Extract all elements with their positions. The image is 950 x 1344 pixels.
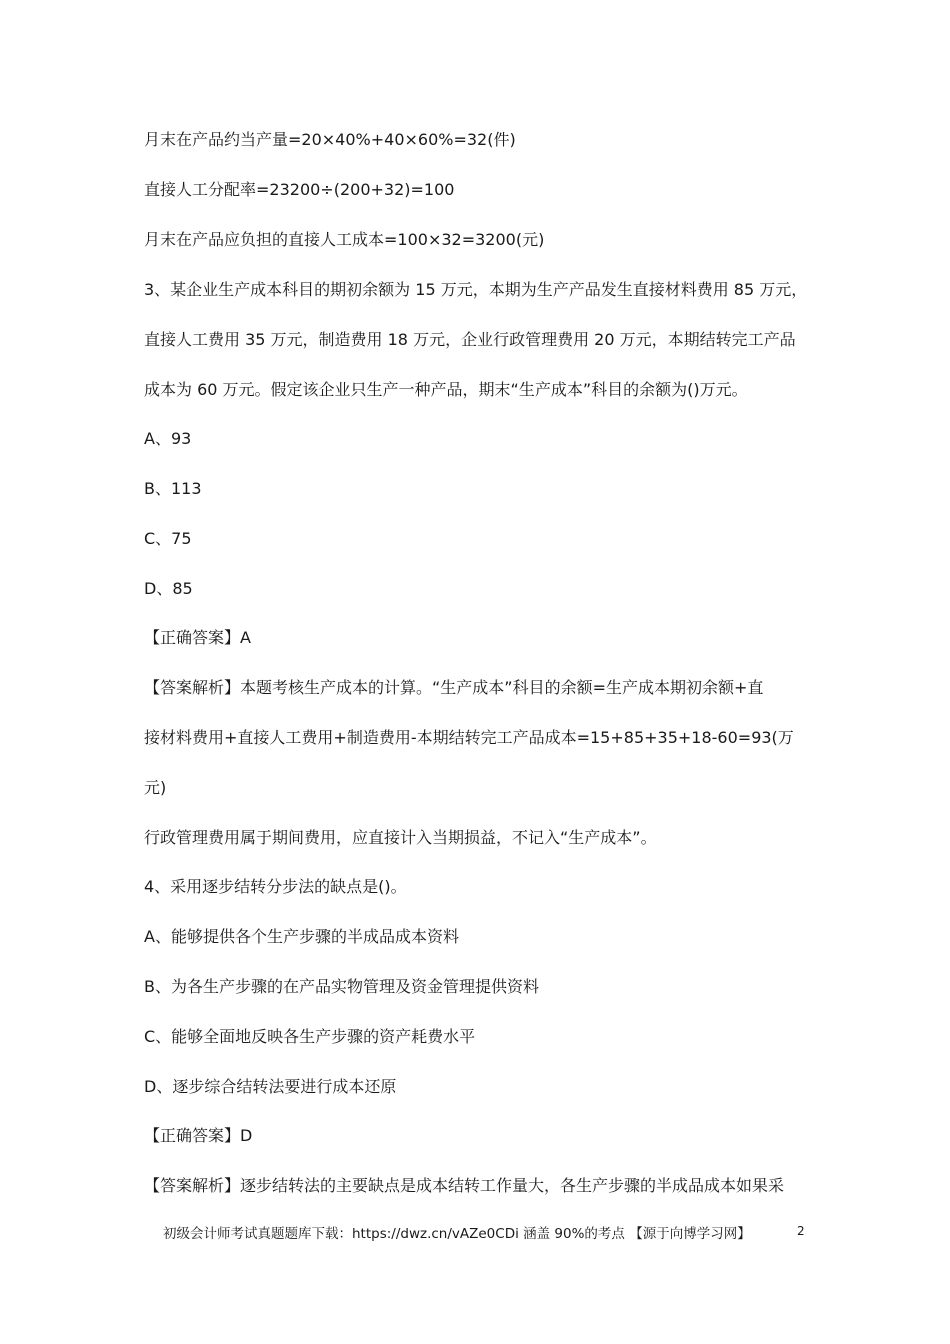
question-3-text: 成本为 60 万元。假定该企业只生产一种产品，期末“生产成本”科目的余额为()万元。: [144, 380, 748, 399]
option-d: D、逐步综合结转法要进行成本还原: [144, 1077, 397, 1096]
answer-explanation: 【答案解析】逐步结转法的主要缺点是成本结转工作量大，各生产步骤的半成品成本如果采: [144, 1176, 785, 1195]
option-a: A、93: [144, 429, 192, 448]
option-b: B、为各生产步骤的在产品实物管理及资金管理提供资料: [144, 977, 539, 996]
text-line: 直接人工分配率=23200÷(200+32)=100: [144, 180, 455, 199]
answer-explanation: 元): [144, 778, 167, 797]
footer-text: 初级会计师考试真题题库下载：https://dwz.cn/vAZe0CDi 涵盖 90%的考点 【源于向博学习网】: [163, 1226, 751, 1242]
option-c: C、75: [144, 529, 192, 548]
option-c: C、能够全面地反映各生产步骤的资产耗费水平: [144, 1027, 476, 1046]
option-d: D、85: [144, 579, 193, 598]
option-a: A、能够提供各个生产步骤的半成品成本资料: [144, 927, 459, 946]
text-line: 月末在产品约当产量=20×40%+40×60%=32(件): [144, 130, 516, 149]
question-3-text: 直接人工费用 35 万元，制造费用 18 万元，企业行政管理费用 20 万元，本期结转完工产品: [144, 330, 796, 349]
text-line: 月末在产品应负担的直接人工成本=100×32=3200(元): [144, 230, 545, 249]
correct-answer: 【正确答案】A: [144, 628, 251, 647]
answer-explanation: 接材料费用+直接人工费用+制造费用-本期结转完工产品成本=15+85+35+18-60=93(万: [144, 728, 794, 747]
question-3-text: 3、某企业生产成本科目的期初余额为 15 万元，本期为生产产品发生直接材料费用 85 万元，: [144, 280, 808, 299]
text-line: 行政管理费用属于期间费用，应直接计入当期损益，不记入“生产成本”。: [144, 828, 657, 847]
page-number: 2: [797, 1224, 805, 1238]
answer-explanation: 【答案解析】本题考核生产成本的计算。“生产成本”科目的余额=生产成本期初余额+直: [144, 678, 764, 697]
option-b: B、113: [144, 479, 202, 498]
question-4-text: 4、采用逐步结转分步法的缺点是()。: [144, 877, 407, 896]
correct-answer: 【正确答案】D: [144, 1126, 253, 1145]
